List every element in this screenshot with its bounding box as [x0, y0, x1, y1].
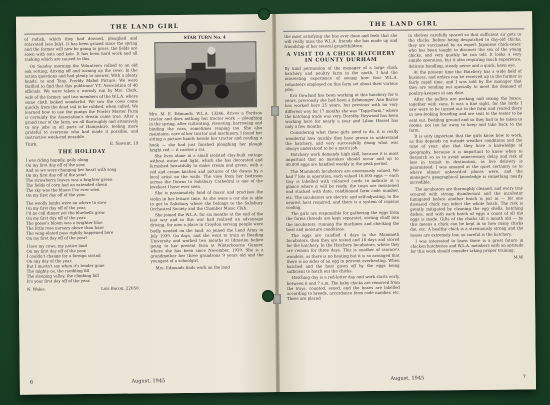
intro-signoff	[25, 141, 138, 147]
article-paragraph: At the present time the Hatchery has a wide field of business, and orders can be received up to the farmer in fairly rapid time, and I was told by the manager that they are sending out specially to meet the demand of poultry-keepers at any date.	[408, 68, 522, 96]
star-turn-paragraph: She lives alone in a small isolated clay-built cottage without water and light, which she has decorated and furnished beautifully to make cream and green, with a red and cream kitchen and pictures of the dawns by a local artist on the walls. The view from her bedroom across the Downs to Salisbury Cathedral is one of the loveliest I have ever seen.	[149, 152, 263, 190]
folio-number-left: 6	[29, 379, 34, 386]
article-paragraph: The incubators are thoroughly cleaned, and every tray scoured with strong disinfectant and the incubator fumigated before another batch is put in — for one diseased chick can infect the whole hatch. The risk is greatly mitigated by cleaning the egg shells, hatching dishes, and with each batch of eggs a count of all the eggs is made. Gifts of the chicks till a month old — by this means a chick can be kept in so how many chicks die, etc. A healthy chick is a strenuously strong and the losses are extremely low, so careful is the hatchery.	[409, 185, 524, 238]
binding-hole	[258, 8, 270, 20]
poem-line: The mighty ox, the rambling fill	[26, 268, 90, 275]
magazine-spread	[16, 11, 536, 394]
poem-sig-left: N. Wales.	[26, 286, 46, 293]
poem-line: The wing-elated pass rightly happened here	[26, 230, 114, 237]
running-head-right: THE LAND GIRL	[369, 20, 438, 29]
right-page	[275, 11, 536, 392]
article-paragraph: By kind permission of the manager of a large chick hatchery and poultry farm in the north, I had the interesting experience of seeing how four W.L.A. volunteers employed on this farm set about their various jobs.	[284, 65, 398, 92]
article-paragraph: After the pullets are packing and sexing the boxes, together with vans. It was a fine sight, for the birds I saw were to be turned out to the farm and reared there in new-looking breeding and are sent to the tester to be sent out. Bedding ground and so they had to be taken to rooms, not too far away to keep and take back to the farm.	[408, 95, 523, 133]
staple	[273, 294, 281, 304]
poem-line: On my first day off of the year,	[26, 248, 87, 255]
article-signoff	[411, 255, 524, 261]
poem-line: On my first day off of the year,	[25, 162, 86, 169]
tractor-photo	[154, 41, 257, 108]
article-paragraph: Hatching day is a red-letter day and work starts early, between 6 and 7 a.m. The baby chicks are removed from the trays, counted, sexed, and the boxes are labelled according to breeds, accordance farm code number, etc. These are placed	[286, 274, 400, 301]
poem-signoff	[27, 286, 140, 292]
poem-line: I'd no call dinner yet the bluebells grow	[26, 210, 105, 217]
poem-sig-right: Lois Bacon, 22050.	[101, 285, 140, 292]
poem-line: On my first day off of the year!	[26, 235, 88, 242]
poem-line: And as we were changing her heart with song	[25, 167, 117, 174]
article-paragraph: Hatchery work demands high skill, because it is most important that no mistakes should occur and up to 40,000 eggs are handled weekly in the peak period.	[285, 150, 399, 168]
poem-line: On my first day off of the year.	[26, 215, 87, 222]
right-page-column-2	[408, 31, 523, 261]
poem	[26, 157, 140, 284]
intro-paragraph: of radish, which they had dowsed, ploughed and rotavated (see July). It has been grazed since the spring and the farmer will now be going to grass, the fields are sown with oats and kale. It has been hard work and all ranking which are caused to this.	[24, 35, 138, 63]
poem-line: On my first day off of the year.	[25, 192, 86, 199]
poem-title: THE HOLIDAY	[58, 149, 106, 156]
poem-line: I love my cows, my native land	[26, 243, 88, 250]
left-page-column-2	[148, 34, 263, 271]
poem-stanza	[26, 200, 139, 241]
article-paragraph: Eva Gowland has been working at this hatchery for 6 years, previously she had been a fishmonger. Ann Barrie has worked here 25 years, but previous with no very different way for 17 months she was "Topp-Farm," where the hatching trade was very. Dorothy Heywood has been working here for nearly a year and Lilian Hassel has only a few months.	[284, 91, 399, 129]
article-title: A VISIT TO A CHICK HATCHERY IN COUNTY DURHAM	[286, 51, 396, 64]
tractor-photo-image	[155, 42, 256, 107]
star-turn-paragraph: She joined the W.L.A. for six months at the end of the last war and in this war had realised an advantage driving, for now a place in Croydon serving people were badly needed on the land, so joined the Land Army in July 1939. On days, and she went to train at Reading University and worked two months at Idmiston before going to her present farm at Winterbourne Gunner, where she has been since November, 1939. She is a grandmother her three grandsons 9 years old and the youngest of a schoolgirl.	[150, 211, 264, 264]
running-head-left: THE LAND GIRL	[110, 23, 179, 31]
article-paragraph: The Mammoth Incubators are enormously valued. We had 7 lots in operation, each valued 16,000 eggs — each tray is labelled with coloured cards to indicate at a glance where it will be ready, the trays are moistened and stacked with date, conditioned farm code number, etc. The incubators are electric and self-adjusting, to the nearest heat required, and there is a system of copious cooling.	[285, 167, 400, 210]
folio-date-right: August, 1945	[390, 375, 425, 382]
signoff-name: E. Siavant, 19	[110, 140, 139, 147]
left-page	[16, 14, 277, 395]
poem-line: I couldn't change for a foreign strand	[26, 253, 101, 260]
article-paragraph: The girls are responsible for gathering the eggs from the farms (breeds are kept separate), sorting chaff into the incubators, running the machines and checking the heat and moisture conditions.	[286, 210, 400, 232]
article-paragraph: The eggs are candled 4 days in the Mammoth Incubators, then they are tested and 18 days and stored for the hatchery. In the Hatchery Incubators, where they are remain for three days. This is another of science's wonders, as there is no heating but it is so arranged that there is no sides of an egg to prevent overheating. When hatched and the heat given off by the eggs being sufficient to hatch out the chicks.	[286, 231, 400, 274]
binding-hole	[262, 290, 274, 302]
poem-stanza	[26, 243, 139, 284]
poem-line: The sky was the bluest I've ever seen	[25, 187, 100, 194]
poem-line: The fields of corn had an extended sheen	[25, 182, 108, 189]
star-turn-paragraph: She is passionately fond of music and practises the violin in her leisure time. As she owns a car she is able to get to Salisbury where she belongs to the Salisbury Orchestral Society and the Chamber Music Club.	[149, 189, 264, 212]
poem-stanza	[26, 157, 139, 198]
poem-line: The strawberry leaves was a brighter green	[25, 177, 113, 184]
article-paragraph: I was interested to learn there is a great future in chicken hatcheries and W.L.A. members with an aptitude for this work should consider taking proper training.	[410, 237, 524, 254]
article-paragraph: Considering what these girls need to do, it is really wonderful how quickly they have grown to understand the hatchery, and very successfully doing what was always understood to be a man's job.	[285, 129, 399, 151]
intro-paragraph: On Sunday morning the Volunteers rallied to an old oak setting, driving off and turning up the cows. In the action questions and had plenty to answer. With a plenty hands, to and Tony, Freddy Mabel Picture. We were thrilled to find that this publicans' Y.T. Association of 46 officials. We were taken a warmly run by Mrs. Clark, wife of the farmer, and two members of the W.L.A. where some cloth looked wonderful. We saw the cows come quickly from the dead tail to be rubbed, when called. We learned how to use the pumps the Fowler Master Farm is certainly the Association's dream come true. After a grand tour of the farm, we all thoroughly and attentively to any jobs in all parts of Hampshire, feeling more grateful to everyone who had made it possible, and instructive week-end possible.	[24, 62, 139, 140]
staple	[271, 106, 279, 116]
folio-number-right: 7	[522, 374, 526, 381]
article-signoff-initials: M.W.	[513, 254, 524, 260]
continued-paragraph: the most satisfying she has ever done and feels that she will really miss the W.L.A. friends she has made up and friendship of her several grandchildren.	[284, 32, 398, 50]
signoff-place: Thirk.	[25, 141, 38, 147]
article-paragraph: in shelves carefully spaced so that sufficient air gets to the chicks. Before being despatched to day-old chicks, they are vaccinated by an expert Japanese chick-sexer, who has been taught to discover the sex of the young chicks, and very quickly he can tell. It looks a very simple operation, but it also requiring much experience, delicate handling, steady nerve and a quick, keen eye.	[408, 31, 522, 69]
poem-line: The little rose nursery above than haze	[26, 225, 104, 232]
star-turn-header: STAR TURN No. 4	[183, 34, 226, 40]
poem-line: It's your first day off of the year.	[26, 278, 91, 285]
poem-line: On any day of the year.	[26, 258, 73, 265]
poem-line: The goose's bloom was a brighter blue	[26, 220, 103, 227]
poem-line: I was riding happily, gaily along	[25, 157, 89, 164]
star-turn-paragraph: Mrs. M. E. Edmunds, W.L.A. 13246, drives a Fordson tractor and does nothing but tractor work — ploughing in the spring, after cultivating, reversing, harrowing and binding the corn, sometimes reaping too. She also maintains, care of her tractor and machinery. I found her sitting a picture hands beside her tractor and reading a book — she had just finished ploughing her plough bright red — it carries a rat.	[149, 110, 263, 152]
right-page-column-1	[284, 33, 400, 303]
poem-line: The woolly lambs were on where to stew	[25, 200, 107, 207]
poem-line: But I mustn't say when it's tender gone	[26, 263, 105, 270]
folio-date-left: August, 1945	[131, 378, 166, 385]
poem-line: The sleeping valley, the climbing hill	[26, 273, 99, 280]
star-turn-paragraph: Mrs. Edmunds finds work on the land	[155, 264, 230, 270]
poem-line: On my first day off of the year,	[26, 205, 87, 212]
poem-line: On my first day off of the year!	[25, 172, 87, 179]
left-page-column-1	[24, 35, 140, 292]
article-paragraph: It is very important that the girls know how to work, as this depends on outside weather conditions and the time of year; also that they have a knowledge of geography, because it is important to know when to despatch so as to avoid unnecessary delay and risk of loss in transit to destination, as live delivery is guaranteed. I was amazed at the quiet certainty as to where almost unheard-of places were, and the manager's geographical knowledge is something nearly incredible.	[409, 132, 523, 185]
